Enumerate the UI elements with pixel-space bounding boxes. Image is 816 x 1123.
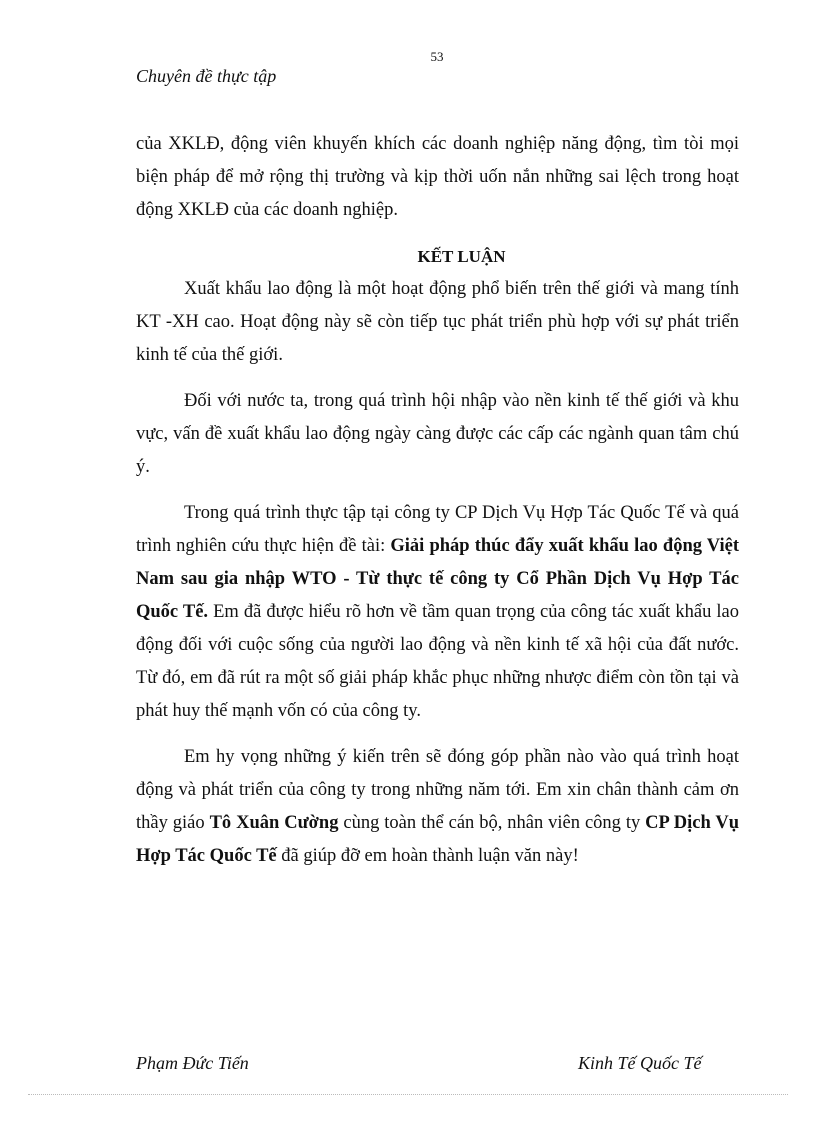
paragraph-3-text-a: Trong quá trình thực tập tại công ty CP Dịch Vụ Hợp Tác Quốc Tế và quá trình nghiên cứu thực hiện đề tài: [136, 503, 739, 556]
footer-department: Kinh Tế Quốc Tế [578, 1053, 702, 1073]
paragraph-3-text-b: Em đã được hiểu rõ hơn về tầm quan trọng của công tác xuất khẩu lao động đối với cuộc sống của người lao động và nền kinh tế xã hội của đất nước. Từ đó, em đã rút ra một số giải pháp khắc phục những nhược điểm còn tồn tại và phát huy thế mạnh vốn có của công ty. [136, 602, 739, 721]
conclusion-paragraph-1: Xuất khẩu lao động là một hoạt động phổ biến trên thế giới và mang tính KT -XH cao. Hoạt động này sẽ còn tiếp tục phát triển phù hợp với sự phát triển kinh tế của thế giới. [136, 279, 739, 365]
document-body [136, 128, 739, 873]
intro-paragraph: của XKLĐ, động viên khuyến khích các doanh nghiệp năng động, tìm tòi mọi biện pháp để mở rộng thị trường và kịp thời uốn nắn những sai lệch trong hoạt động XKLĐ của các doanh nghiệp. [136, 134, 739, 220]
page-edge-divider [28, 1094, 788, 1095]
conclusion-paragraph-4 [136, 741, 739, 873]
section-heading: KẾT LUẬN [417, 247, 506, 266]
teacher-name: Tô Xuân Cường [209, 813, 339, 833]
company-name: CP Dịch Vụ Hợp Tác Quốc Tế [136, 813, 739, 866]
header-title: Chuyên đề thực tập [136, 66, 277, 86]
paragraph-4-text-c: đã giúp đỡ em hoàn thành luận văn này! [276, 846, 579, 866]
conclusion-paragraph-3 [136, 497, 739, 728]
thesis-topic: Giải pháp thúc đẩy xuất khẩu lao động Việt Nam sau gia nhập WTO - Từ thực tế công ty Cổ Phần Dịch Vụ Hợp Tác Quốc Tế. [136, 536, 739, 622]
conclusion-paragraph-2: Đối với nước ta, trong quá trình hội nhập vào nền kinh tế thế giới và khu vực, vấn đề xuất khẩu lao động ngày càng được các cấp các ngành quan tâm chú ý. [136, 391, 739, 477]
footer-author: Phạm Đức Tiến [136, 1053, 249, 1073]
paragraph-4-text-b: cùng toàn thể cán bộ, nhân viên công ty [338, 813, 646, 833]
page-number: 53 [430, 49, 444, 64]
paragraph-4-text-a: Em hy vọng những ý kiến trên sẽ đóng góp phần nào vào quá trình hoạt động và phát triển của công ty trong những năm tới. Em xin chân thành cảm ơn thầy giáo [136, 747, 739, 833]
